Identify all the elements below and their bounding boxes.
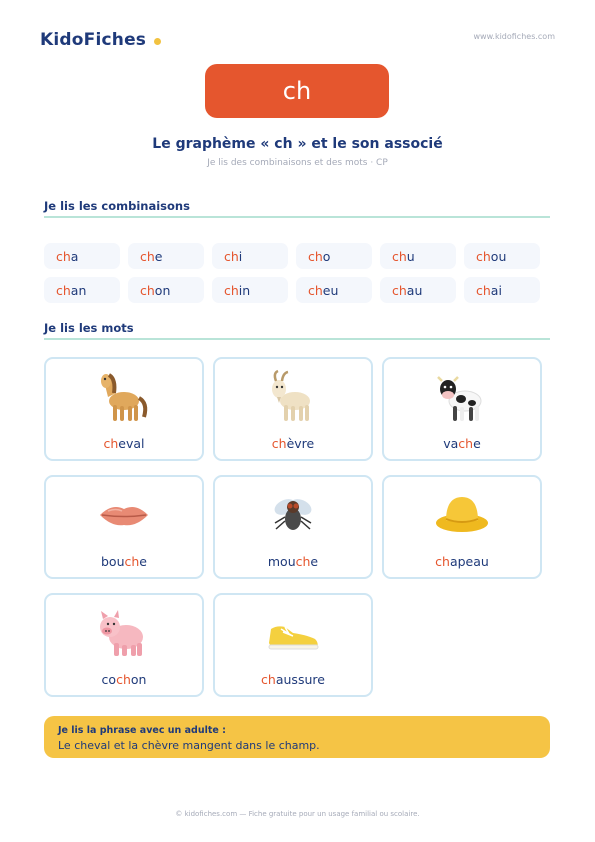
combination-vowel: e (154, 248, 163, 264)
page-subtitle: Je lis des combinaisons et des mots · CP (207, 158, 388, 168)
word-card (213, 593, 373, 697)
combination-chip (296, 277, 372, 303)
word-part: eval (118, 436, 145, 451)
word-label (384, 436, 540, 451)
word-part: e (139, 554, 147, 569)
fly-icon (263, 485, 323, 545)
word-part: bou (100, 554, 125, 569)
combination-vowel: ou (490, 248, 507, 264)
word-card (44, 357, 204, 461)
grapheme-banner (205, 64, 389, 118)
word-card (44, 475, 204, 579)
word-part: èvre (286, 436, 315, 451)
word-card (213, 475, 373, 579)
combinations-divider (44, 216, 550, 218)
combination-chip (464, 277, 540, 303)
combination-grapheme: ch (224, 248, 239, 264)
word-card (44, 593, 204, 697)
combination-chip (212, 243, 288, 269)
combination-grapheme: ch (476, 248, 491, 264)
site-url: www.kidofiches.com (473, 32, 555, 41)
combination-vowel: u (406, 248, 415, 264)
shoe-icon (263, 603, 323, 663)
brand (40, 30, 146, 50)
goat-icon (263, 367, 323, 427)
word-part: aussure (275, 672, 325, 687)
combination-vowel: o (322, 248, 331, 264)
brand-name: KidoFiches (40, 30, 147, 50)
combination-vowel: a (70, 248, 79, 264)
word-part: e (473, 436, 481, 451)
brand-dot-icon (154, 38, 161, 45)
word-label (46, 554, 202, 569)
word-grapheme: ch (124, 554, 140, 569)
combination-vowel: in (238, 282, 251, 298)
word-label (215, 554, 371, 569)
word-part: co (101, 672, 117, 687)
words-title: Je lis les mots (44, 321, 134, 335)
word-grapheme: ch (435, 554, 450, 569)
sentence-label: Je lis la phrase avec un adulte : (58, 725, 226, 736)
combination-chip (128, 243, 204, 269)
word-label (384, 554, 540, 569)
horse-icon (94, 367, 154, 427)
combination-vowel: au (406, 282, 423, 298)
word-part: e (310, 554, 319, 569)
word-grapheme: ch (271, 436, 287, 451)
combination-chip (212, 277, 288, 303)
word-part: on (130, 672, 147, 687)
combination-vowel: on (154, 282, 171, 298)
sentence-text: Le cheval et la chèvre mangent dans le champ. (58, 739, 320, 752)
cow-icon (432, 367, 492, 427)
combination-chip (296, 243, 372, 269)
word-grapheme: ch (295, 554, 311, 569)
combination-chip (44, 243, 120, 269)
word-grapheme: ch (103, 436, 119, 451)
words-divider (44, 338, 550, 340)
combination-grapheme: ch (392, 282, 407, 298)
combination-grapheme: ch (56, 282, 71, 298)
word-card (213, 357, 373, 461)
combination-grapheme: ch (476, 282, 491, 298)
combination-chip (44, 277, 120, 303)
word-part: va (443, 436, 459, 451)
combination-vowel: i (238, 248, 243, 264)
word-part: apeau (449, 554, 489, 569)
combination-vowel: ai (490, 282, 502, 298)
lips-icon (94, 485, 154, 545)
word-grapheme: ch (261, 672, 276, 687)
combination-grapheme: ch (56, 248, 71, 264)
combination-chip (128, 277, 204, 303)
combination-vowel: eu (322, 282, 339, 298)
combination-grapheme: ch (392, 248, 407, 264)
word-card (382, 475, 542, 579)
word-card (382, 357, 542, 461)
combination-grapheme: ch (308, 282, 323, 298)
word-label (215, 672, 371, 687)
word-label (46, 436, 202, 451)
words-grid (44, 357, 542, 697)
combination-chip (464, 243, 540, 269)
word-grapheme: ch (458, 436, 474, 451)
combination-grapheme: ch (140, 248, 155, 264)
combinations-title: Je lis les combinaisons (44, 199, 190, 213)
word-grapheme: ch (116, 672, 131, 687)
word-label (215, 436, 371, 451)
combination-grapheme: ch (308, 248, 323, 264)
page-title: Le graphème « ch » et le son associé (152, 136, 443, 152)
combinations-grid (44, 243, 544, 303)
combination-grapheme: ch (224, 282, 239, 298)
footer: © kidofiches.com — Fiche gratuite pour un usage familial ou scolaire. (175, 810, 420, 818)
combination-chip (380, 277, 456, 303)
sentence-box (44, 716, 550, 758)
word-part: mou (267, 554, 296, 569)
word-label (46, 672, 202, 687)
combination-grapheme: ch (140, 282, 155, 298)
combination-chip (380, 243, 456, 269)
pig-icon (94, 603, 154, 663)
combination-vowel: an (70, 282, 87, 298)
grapheme-text: ch (282, 77, 312, 105)
hat-icon (432, 485, 492, 545)
